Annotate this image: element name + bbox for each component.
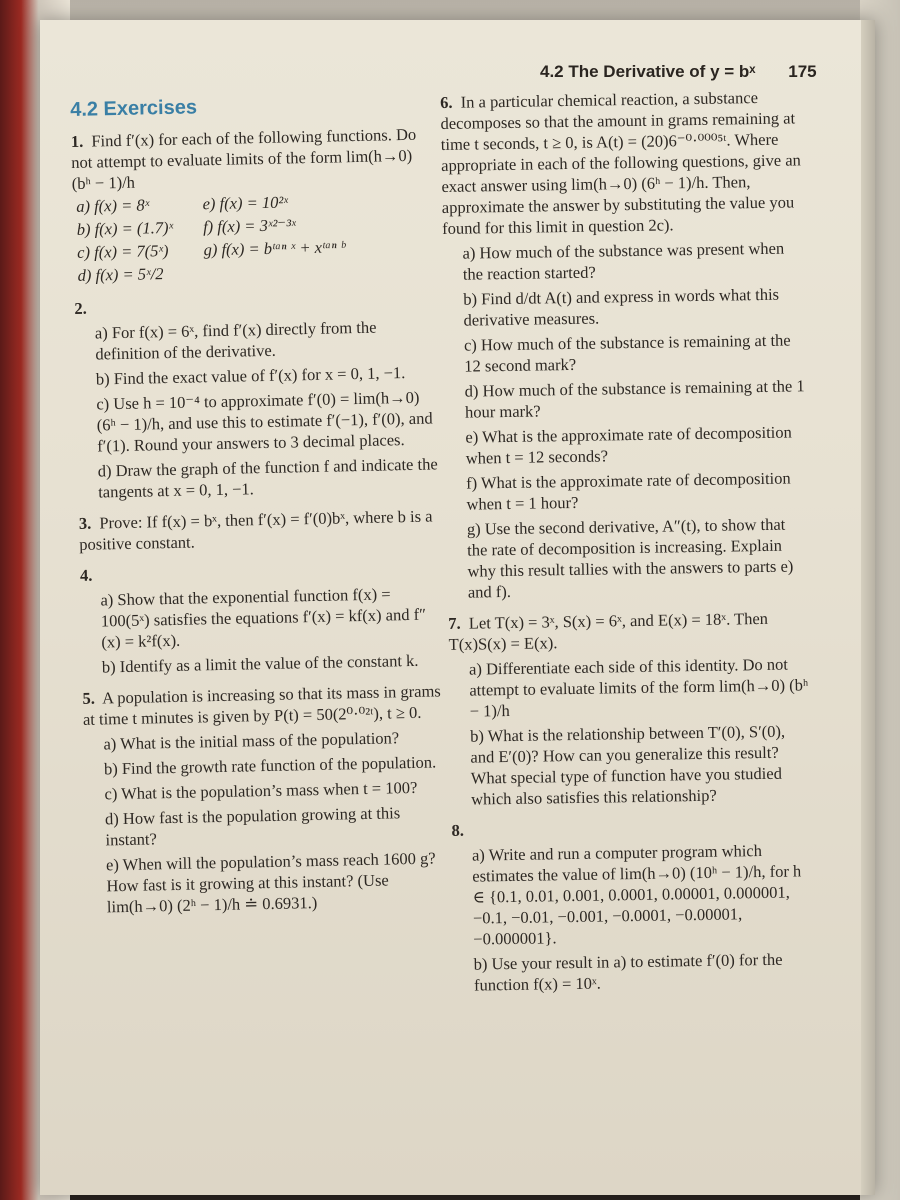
question-2 <box>74 290 438 502</box>
part-a: a) Differentiate each side of this identity. Do not attempt to evaluate limits of the form lim(h→0) (bʰ − 1)/h <box>468 654 809 721</box>
running-header <box>540 62 817 82</box>
question-number: 3. <box>78 513 92 533</box>
question-7 <box>448 607 811 810</box>
part-a: a) How much of the substance was present when the reaction started? <box>462 238 785 284</box>
part-b: b) Find the exact value of f′(x) for x = 0, 1, −1. <box>95 363 406 389</box>
part-d: d) How much of the substance is remaining at the 1 hour mark? <box>464 376 805 422</box>
part-b: b) Identify as a limit the value of the constant k. <box>101 650 419 677</box>
question-number: 4. <box>79 565 93 585</box>
part-b: b) f(x) = (1.7)ˣ <box>76 217 174 239</box>
part-e: e) f(x) = 10²ˣ <box>202 192 289 214</box>
question-number: 1. <box>70 131 84 151</box>
question-text: In a particular chemical reaction, a substance decomposes so that the amount in grams remaining at time t seconds, t ≥ 0, is A(t) = (20)6⁻⁰·⁰⁰⁰⁵ᵗ. Where appropriate in each of the following questions, give an exact answer using lim(h→0) (6ʰ − 1)/h. Then, approximate the answer by substituting the value you found for this limit in question 2c). <box>440 88 801 238</box>
header-title: 4.2 The Derivative of y = bˣ <box>540 62 756 81</box>
part-a: a) For f(x) = 6ˣ, find f′(x) directly from the definition of the derivative. <box>94 317 377 364</box>
question-6 <box>440 86 808 603</box>
question-number: 6. <box>440 92 453 112</box>
question-3 <box>79 505 440 555</box>
part-a: a) Show that the exponential function f(x) = 100(5ˣ) satisfies the equations f′(x) = kf(x) and f″(x) = k²f(x). <box>100 584 427 652</box>
part-g: g) Use the second derivative, A″(t), to show that the rate of decomposition is increasing. Explain why this result tallies with the answers to parts e) and f). <box>466 514 794 602</box>
part-e: e) What is the approximate rate of decomposition when t = 12 seconds? <box>465 422 792 468</box>
section-title: 4.2 Exercises <box>69 96 198 121</box>
function-list <box>76 186 434 287</box>
part-c: c) How much of the substance is remaining at the 12 second mark? <box>463 330 791 376</box>
part-b: b) What is the relationship between T′(0), S′(0), and E′(0)? How can you generalize this result? What special type of function have you studied which also satisfies this relationship? <box>469 721 786 809</box>
part-a: a) What is the initial mass of the population? <box>103 728 400 754</box>
question-text: Prove: If f(x) = bˣ, then f′(x) = f′(0)bˣ, where b is a positive constant. <box>79 506 433 554</box>
right-column <box>440 86 814 996</box>
question-number: 2. <box>74 298 87 318</box>
part-b: b) Use your result in a) to estimate f′(0) for the function f(x) = 10ˣ. <box>473 949 783 995</box>
question-number: 8. <box>451 820 465 840</box>
part-a: a) f(x) = 8ˣ <box>76 195 150 216</box>
question-number: 7. <box>448 613 461 633</box>
page-number: 175 <box>788 62 817 81</box>
question-text: Let T(x) = 3ˣ, S(x) = 6ˣ, and E(x) = 18ˣ. Then T(x)S(x) = E(x). <box>448 608 769 654</box>
question-text: A population is increasing so that its mass in grams at time t minutes is given by P(t) = 50(2⁰·⁰²ᵗ), t ≥ 0. <box>82 681 441 729</box>
part-d: d) How fast is the population growing at this instant? <box>104 803 401 850</box>
question-1 <box>71 123 434 288</box>
question-8 <box>451 814 814 996</box>
question-4 <box>80 557 442 678</box>
part-f: f) f(x) = 3ˣ²⁻³ˣ <box>202 215 296 237</box>
question-text: Find f′(x) for each of the following functions. Do not attempt to evaluate limits of the form lim(h→0) (bʰ − 1)/h <box>71 124 417 193</box>
question-number: 5. <box>82 688 96 708</box>
part-e: e) When will the population’s mass reach 1600 g? How fast is it growing at this instant? (Use lim(h→0) (2ʰ − 1)/h ≐ 0.6931.) <box>105 848 436 917</box>
part-c: c) What is the population’s mass when t = 100? <box>104 777 418 804</box>
left-column <box>70 92 447 917</box>
part-d: d) Draw the graph of the function f and indicate the tangents at x = 0, 1, −1. <box>97 454 438 502</box>
part-f: f) What is the approximate rate of decomposition when t = 1 hour? <box>465 468 791 514</box>
part-g: g) f(x) = bᵗᵃⁿ ˣ + xᵗᵃⁿ ᵇ <box>203 237 346 260</box>
part-b: b) Find d/dt A(t) and express in words what this derivative measures. <box>463 284 780 330</box>
part-c: c) Use h = 10⁻⁴ to approximate f′(0) = lim(h→0) (6ʰ − 1)/h, and use this to estimate f′(−1), f′(0), and f′(1). Round your answers to 3 decimal places. <box>96 387 433 456</box>
question-5 <box>82 680 447 917</box>
part-d: d) f(x) = 5ˣ/2 <box>77 264 164 285</box>
part-c: c) f(x) = 7(5ˣ) <box>76 240 169 262</box>
page-edge <box>861 20 875 1195</box>
part-a: a) Write and run a computer program which estimates the value of lim(h→0) (10ʰ − 1)/h, for h ∈ {0.1, 0.01, 0.001, 0.0001, 0.00001, 0.000001, −0.1, −0.01, −0.001, −0.0001, −0.00001, −0.000001}. <box>471 841 802 949</box>
part-b: b) Find the growth rate function of the population. <box>103 752 437 779</box>
